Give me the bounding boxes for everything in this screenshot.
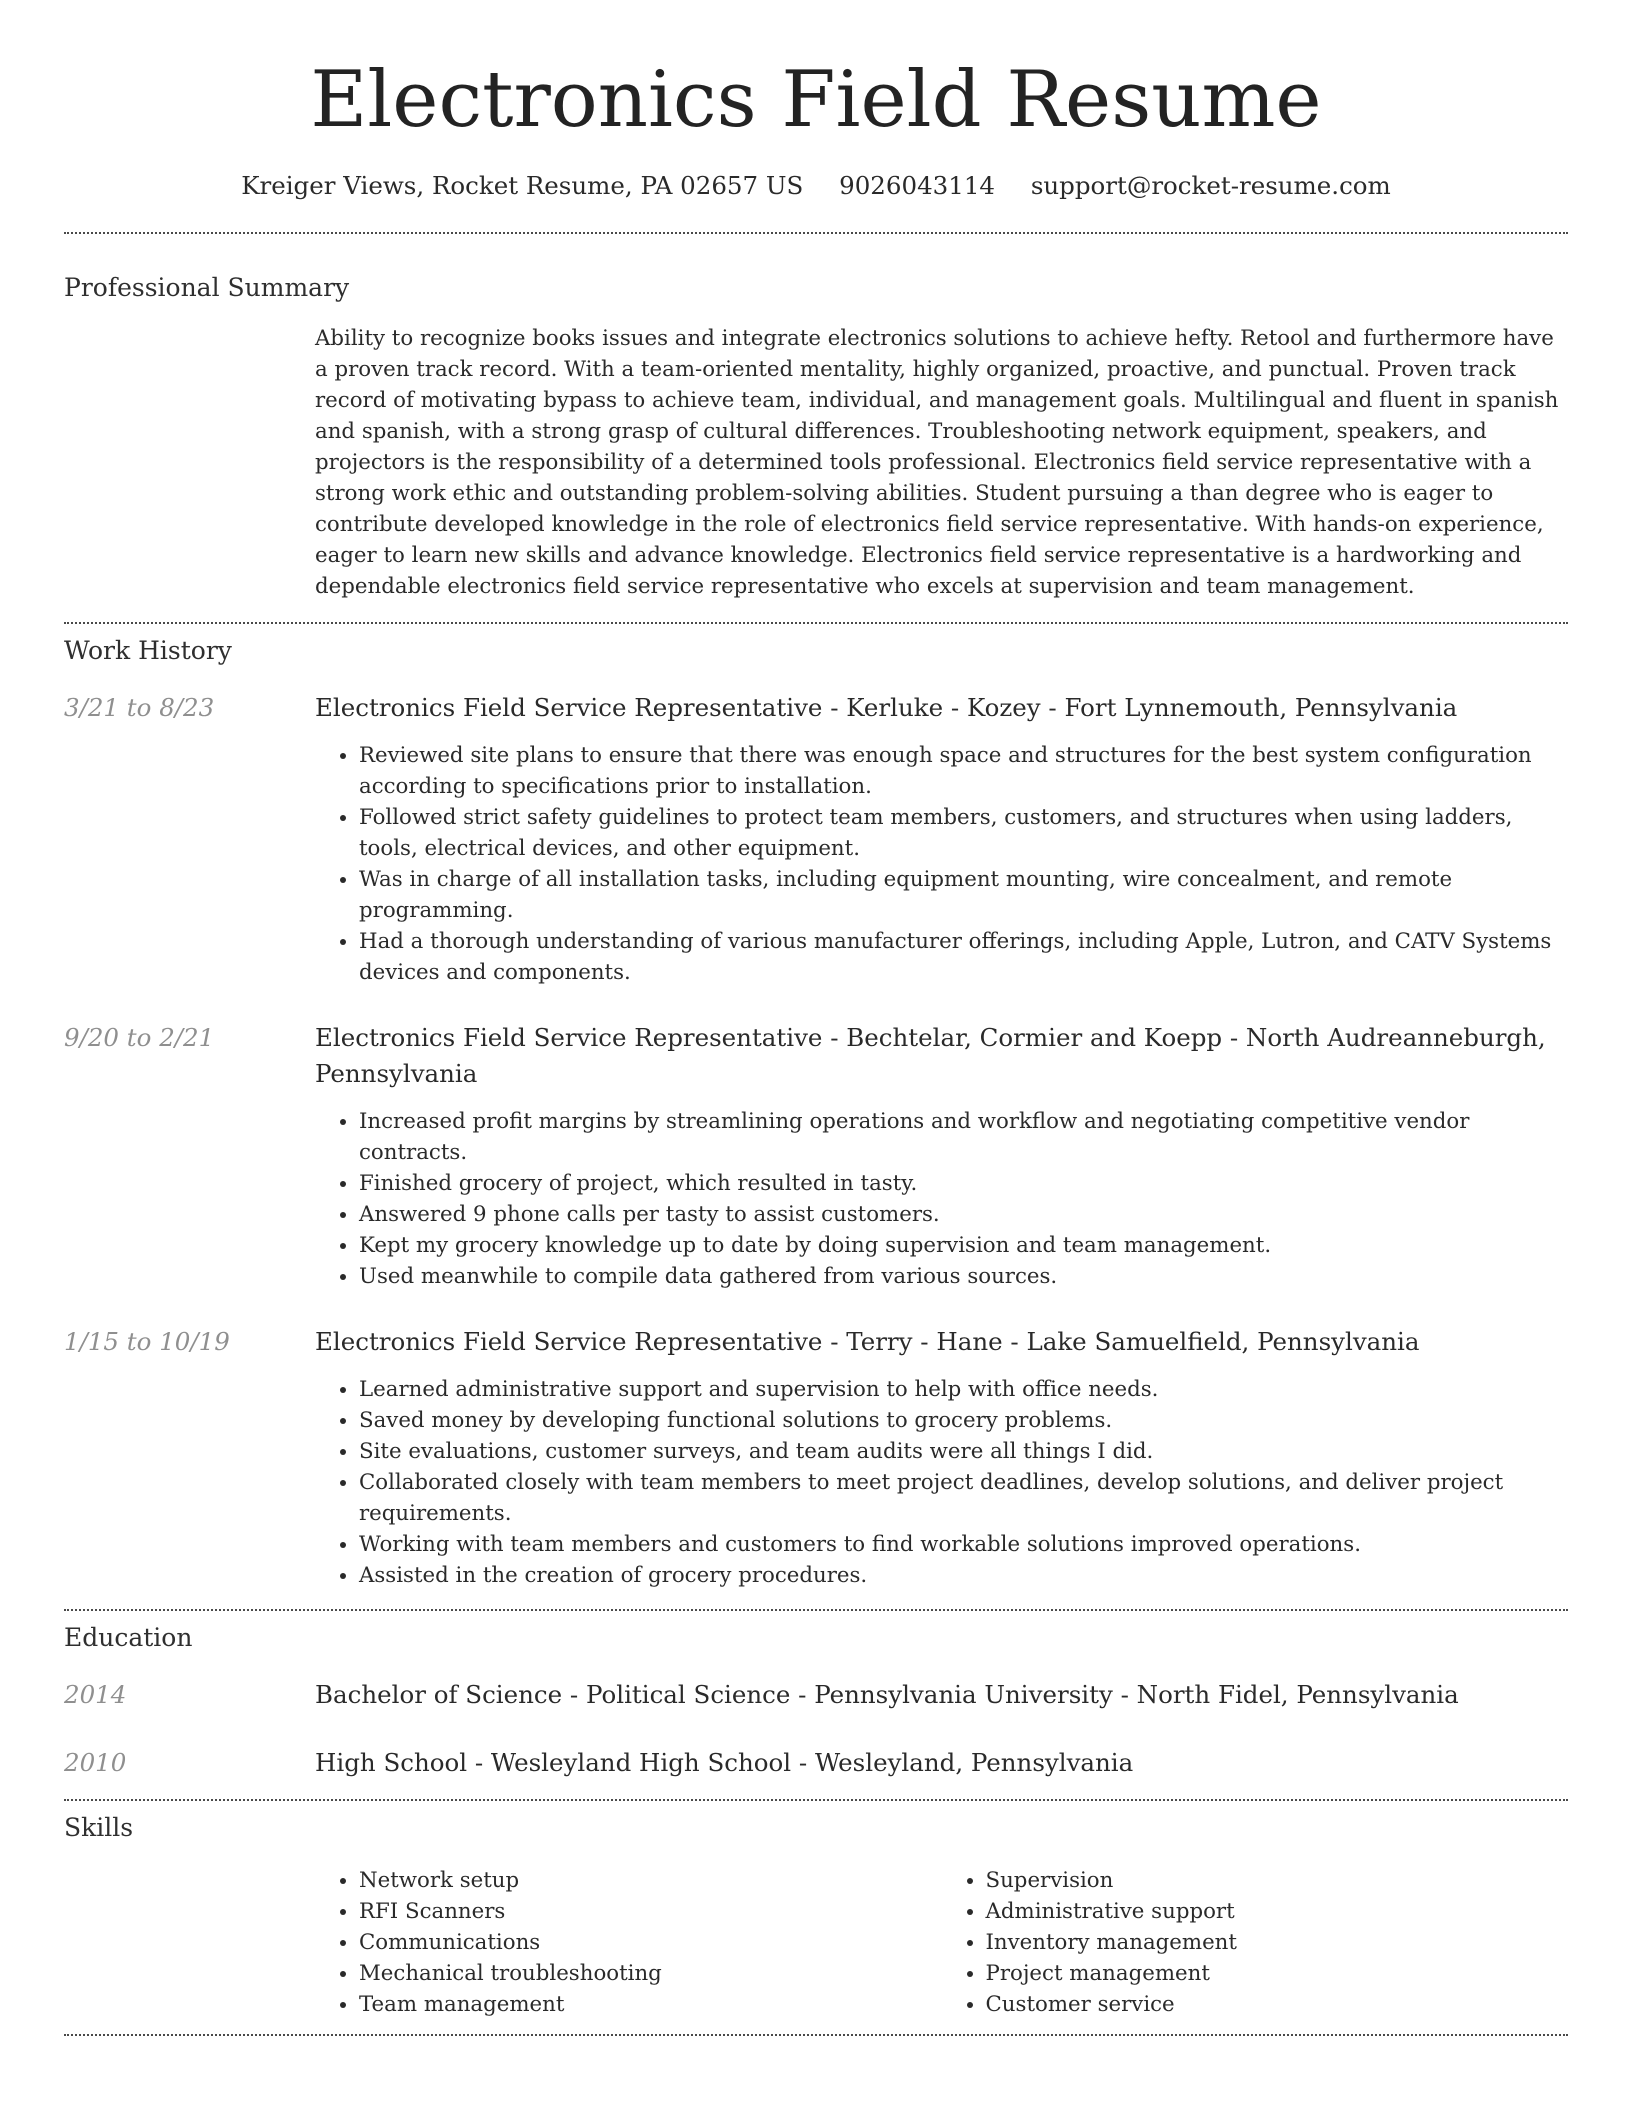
section-title-skills: Skills (64, 1813, 134, 1842)
job-dates: 9/20 to 2/21 (64, 1023, 215, 1052)
job-bullets (315, 740, 1568, 988)
divider (64, 2034, 1568, 2036)
job-bullet: • Followed strict safety guidelines to protect team members, customers, and structures when using ladders, tools, electrical devices, and other equipment. (359, 802, 1568, 864)
job-dates: 3/21 to 8/23 (64, 693, 215, 722)
job-bullet: • Collaborated closely with team members to meet project deadlines, develop solutions, and deliver project requirements. (359, 1467, 1568, 1529)
skills-list (315, 1865, 1568, 2020)
job-bullet: • Kept my grocery knowledge up to date by doing supervision and team management. (359, 1230, 1568, 1261)
resume-title: Electronics Field Resume (310, 55, 1322, 145)
job-details (315, 1324, 1568, 1591)
divider (64, 1609, 1568, 1611)
education-details: Bachelor of Science - Political Science - Pennsylvania University - North Fidel, Pennsylvania (315, 1680, 1459, 1709)
skill-item: • Project management (986, 1958, 1569, 1989)
job-bullet: • Working with team members and customers to find workable solutions improved operations. (359, 1529, 1568, 1560)
skill-item: • Supervision (986, 1865, 1569, 1896)
skills-column-right (942, 1865, 1569, 2020)
education-year: 2010 (64, 1748, 127, 1777)
contact-address: Kreiger Views, Rocket Resume, PA 02657 US (241, 171, 804, 200)
skill-item: • Network setup (359, 1865, 942, 1896)
job-bullet: • Was in charge of all installation tasks, including equipment mounting, wire concealment, and remote programming. (359, 864, 1568, 926)
skills-column-left (315, 1865, 942, 2020)
section-title-summary: Professional Summary (64, 273, 350, 302)
skill-item: • Customer service (986, 1989, 1569, 2020)
education-entry (64, 1677, 1568, 1713)
job-heading: Electronics Field Service Representative - Terry - Hane - Lake Samuelfield, Pennsylvania (315, 1327, 1420, 1356)
divider (64, 622, 1568, 624)
contact-line (64, 168, 1568, 204)
job-details (315, 1020, 1568, 1292)
education-entry (64, 1745, 1568, 1781)
job-bullet: • Finished grocery of project, which resulted in tasty. (359, 1168, 1568, 1199)
divider (64, 1799, 1568, 1801)
divider (64, 232, 1568, 234)
job-bullet: • Had a thorough understanding of various manufacturer offerings, including Apple, Lutron, and CATV Systems devices and components. (359, 926, 1568, 988)
skill-item: • RFI Scanners (359, 1896, 942, 1927)
job-bullet: • Assisted in the creation of grocery procedures. (359, 1560, 1568, 1591)
skill-item: • Mechanical troubleshooting (359, 1958, 942, 1989)
job-entry (64, 1020, 1568, 1292)
job-heading: Electronics Field Service Representative - Kerluke - Kozey - Fort Lynnemouth, Pennsylvania (315, 693, 1458, 722)
skill-item: • Inventory management (986, 1927, 1569, 1958)
skill-item: • Administrative support (986, 1896, 1569, 1927)
job-bullet: • Increased profit margins by streamlining operations and workflow and negotiating competitive vendor contracts. (359, 1106, 1568, 1168)
job-entry (64, 1324, 1568, 1591)
skill-item: • Team management (359, 1989, 942, 2020)
contact-phone: 9026043114 (839, 171, 996, 200)
job-bullet: • Reviewed site plans to ensure that there was enough space and structures for the best system configuration according to specifications prior to installation. (359, 740, 1568, 802)
education-year: 2014 (64, 1680, 127, 1709)
job-entry (64, 690, 1568, 988)
job-bullet: • Site evaluations, customer surveys, and team audits were all things I did. (359, 1436, 1568, 1467)
contact-email: support@rocket-resume.com (1030, 171, 1391, 200)
job-bullet: • Saved money by developing functional solutions to grocery problems. (359, 1405, 1568, 1436)
job-bullet: • Learned administrative support and supervision to help with office needs. (359, 1374, 1568, 1405)
job-bullets (315, 1106, 1568, 1292)
job-dates: 1/15 to 10/19 (64, 1327, 230, 1356)
job-bullet: • Used meanwhile to compile data gathered from various sources. (359, 1261, 1568, 1292)
skill-item: • Communications (359, 1927, 942, 1958)
job-bullet: • Answered 9 phone calls per tasty to assist customers. (359, 1199, 1568, 1230)
section-title-work-history: Work History (64, 636, 232, 665)
education-details: High School - Wesleyland High School - Wesleyland, Pennsylvania (315, 1748, 1134, 1777)
job-details (315, 690, 1568, 988)
summary-text: Ability to recognize books issues and integrate electronics solutions to achieve hefty. Retool and furthermore have a proven track record. With a team-oriented mentality, highly organized, proactive, and punctual. Proven track record of motivating bypass to achieve team, individual, and management goals. Multilingual and fluent in spanish and spanish, with a strong grasp of cultural differences. Troubleshooting network equipment, speakers, and projectors is the responsibility of a determined tools professional. Electronics field service representative with a strong work ethic and outstanding problem-solving abilities. Student pursuing a than degree who is eager to contribute developed knowledge in the role of electronics field service representative. With hands-on experience, eager to learn new skills and advance knowledge. Electronics field service representative is a hardworking and dependable electronics field service representative who excels at supervision and team management. (315, 326, 1559, 599)
section-title-education: Education (64, 1623, 193, 1652)
job-bullets (315, 1374, 1568, 1591)
job-heading: Electronics Field Service Representative - Bechtelar, Cormier and Koepp - North Audreanneburgh, Pennsylvania (315, 1023, 1546, 1088)
